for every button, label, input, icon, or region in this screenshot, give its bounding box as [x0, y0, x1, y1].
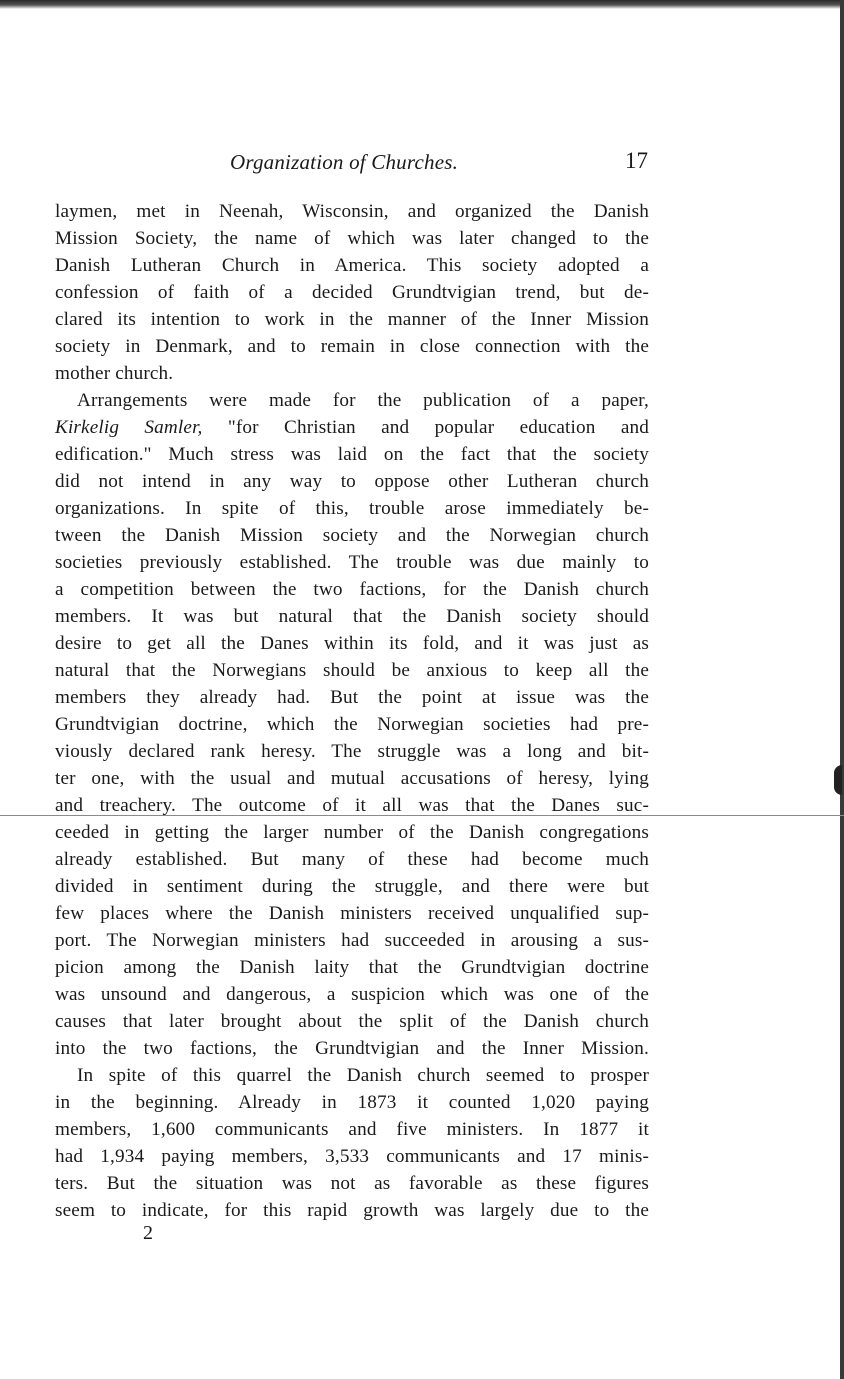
text-line: divided in sentiment during the struggle, and there were but [55, 876, 649, 897]
signature-mark: 2 [143, 1222, 153, 1244]
paragraph-1 [55, 198, 649, 387]
page-number: 17 [625, 148, 648, 173]
text-line: Arrangements were made for the publication of a paper, [77, 390, 649, 411]
text-line: mother church. [55, 363, 174, 384]
margin-ink-mark [834, 765, 842, 795]
text-line: society in Denmark, and to remain in close connection with the [55, 336, 649, 357]
text-line: members, 1,600 communicants and five ministers. In 1877 it [55, 1119, 649, 1140]
body-text [55, 198, 649, 1224]
paragraph-3 [55, 1062, 649, 1224]
scan-top-edge [0, 0, 844, 9]
text-line: viously declared rank heresy. The struggle was a long and bit- [55, 741, 649, 762]
text-line: ter one, with the usual and mutual accusations of heresy, lying [55, 768, 649, 789]
text-line: clared its intention to work in the manner of the Inner Mission [55, 309, 649, 330]
text-line: was unsound and dangerous, a suspicion which was one of the [55, 984, 649, 1005]
text-line: natural that the Norwegians should be anxious to keep all the [55, 660, 649, 681]
text-line-with-italic-title [55, 414, 649, 441]
text-line: organizations. In spite of this, trouble arose immediately be- [55, 498, 649, 519]
running-head [0, 148, 844, 178]
text-line: ters. But the situation was not as favorable as these figures [55, 1173, 649, 1194]
text-line: edification." Much stress was laid on the fact that the society [55, 444, 649, 465]
text-line: did not intend in any way to oppose other Lutheran church [55, 471, 649, 492]
text-line: members. It was but natural that the Danish society should [55, 606, 649, 627]
text-line: seem to indicate, for this rapid growth was largely due to the [55, 1200, 649, 1221]
text-line: ceeded in getting the larger number of the Danish congregations [55, 822, 649, 843]
text-line: Grundtvigian doctrine, which the Norwegian societies had pre- [55, 714, 649, 735]
text-line: picion among the Danish laity that the Grundtvigian doctrine [55, 957, 649, 978]
text-line: already established. But many of these had become much [55, 849, 649, 870]
text-line: in the beginning. Already in 1873 it counted 1,020 paying [55, 1092, 649, 1113]
scan-right-edge [840, 0, 844, 1379]
text-line: In spite of this quarrel the Danish church seemed to prosper [77, 1065, 649, 1086]
text-line: desire to get all the Danes within its fold, and it was just as [55, 633, 649, 654]
text-line-rest: "for Christian and popular education and [227, 417, 650, 438]
text-line: port. The Norwegian ministers had succeeded in arousing a sus- [55, 930, 649, 951]
text-line: had 1,934 paying members, 3,533 communicants and 17 minis- [55, 1146, 649, 1167]
text-line: and treachery. The outcome of it all was that the Danes suc- [55, 795, 649, 816]
text-line: societies previously established. The trouble was due mainly to [55, 552, 649, 573]
text-line: confession of faith of a decided Grundtvigian trend, but de- [55, 282, 649, 303]
text-line: tween the Danish Mission society and the Norwegian church [55, 525, 649, 546]
text-line: few places where the Danish ministers received unqualified sup- [55, 903, 649, 924]
italic-paper-title: Kirkelig Samler, [55, 417, 203, 438]
text-line: into the two factions, the Grundtvigian and the Inner Mission. [55, 1038, 649, 1059]
running-head-title: Organization of Churches. [230, 150, 459, 174]
text-line: causes that later brought about the split of the Danish church [55, 1011, 649, 1032]
text-line: laymen, met in Neenah, Wisconsin, and organized the Danish [55, 201, 649, 222]
text-line: Danish Lutheran Church in America. This society adopted a [55, 255, 649, 276]
paragraph-2 [55, 387, 649, 1062]
text-line: Mission Society, the name of which was later changed to the [55, 228, 649, 249]
text-line: members they already had. But the point at issue was the [55, 687, 649, 708]
text-line: a competition between the two factions, for the Danish church [55, 579, 649, 600]
